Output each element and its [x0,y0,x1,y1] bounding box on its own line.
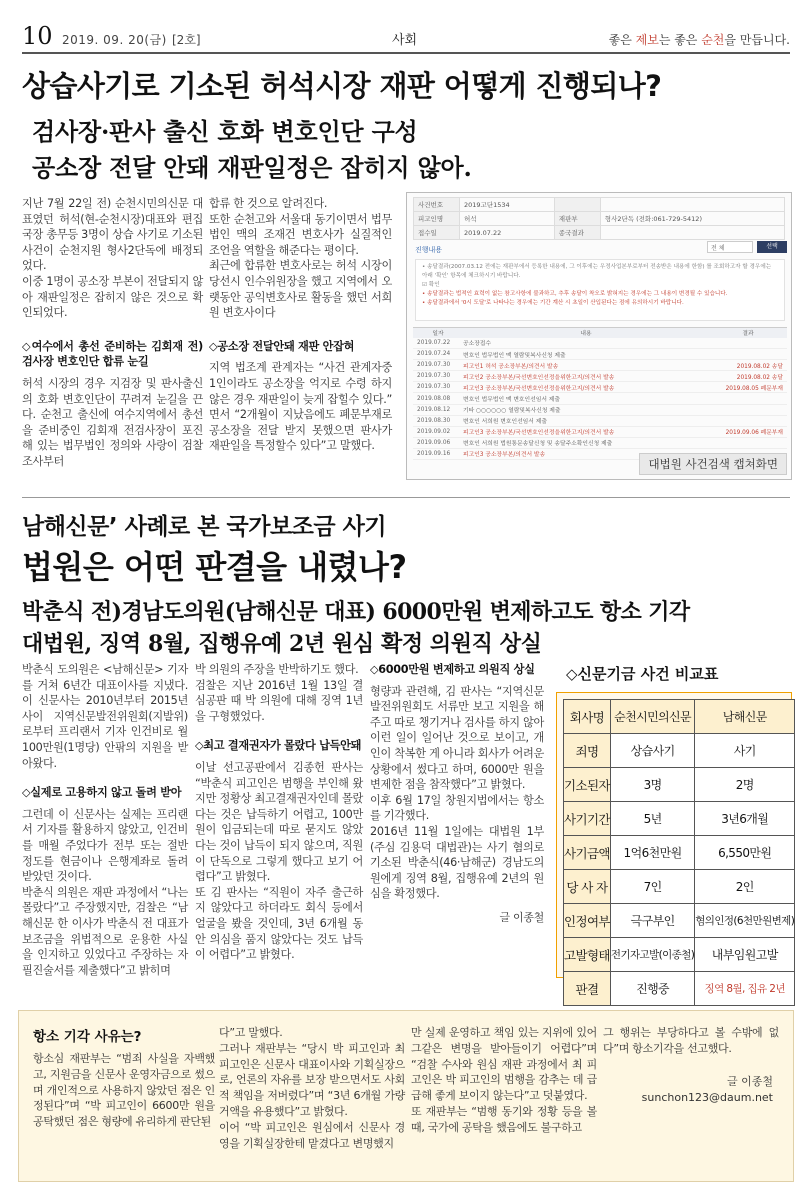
appeal-column-4: 그 행위는 부당하다고 볼 수밖에 없다”며 항소기각을 선고했다. [603,1026,779,1055]
paragraph: 지난 7월 22일 전) 순천시민의신문 대표였던 허석(현-순천시장)대표와 편집국장 총무등 3명이 상습 사기로 기소된 사건이 순천지원 형사2단독에 배정되었다. [22,197,203,273]
comparison-row [564,768,795,802]
progress-row [413,404,787,415]
slogan-highlight: 순천 [701,33,725,47]
progress-row [413,360,787,371]
progress-result [709,415,787,426]
progress-content: 피고인3 공소장부본/국선변호인선정을위한고지/의견서 발송 [463,426,709,437]
figure-caption: 대법원 사건검색 캡쳐화면 [639,453,787,475]
comparison-cell-namhae: 2명 [695,768,795,802]
progress-content: 피고인2 공소장부본/국선변호인선정을위한고지/의견서 발송 [463,371,709,382]
paragraph: 지역 법조계 관계자는 “사건 관계자중 1인이라도 공소장을 억지로 수령 하지 않은 경우 재판일이 늦게 잡힐수 있다.” 면서 “2개월이 지났음에도 폐문부재로 공소장을 전달 받지 못했으면 판사가 재판일을 특정할수 있다”고 말했다. [209,361,392,453]
progress-date: 2019.08.12 [413,404,463,415]
case-info-table [413,197,785,240]
comparison-cell-sunchon: 전기자고발(이종철) [610,938,694,972]
notice-line: • 송달결과(2007.03.12 전에는 재판부에서 등록한 내용에, 그 이후에는 우정사업본부로부터 전송받은 내용에 한함) 를 조회하고자 할 경우에는 아래 '확인' 항목에 체크하시기 바랍니다. [422,264,772,279]
comparison-row [564,938,795,972]
paragraph: 합류 한 것으로 알려진다. [209,197,328,210]
comparison-cell-namhae: 2인 [695,870,795,904]
progress-content: 변호인 법무법인 맥 변호인선임서 제출 [463,393,709,404]
comparison-cell-sunchon: 3명 [610,768,694,802]
progress-date: 2019.08.30 [413,415,463,426]
progress-row [413,393,787,404]
info-value: 형사2단독 (전화:061-729-5412) [600,212,784,226]
article2-kicker: 남해신문’ 사례로 본 국가보조금 사기 [22,514,387,540]
paragraph: 이날 선고공판에서 김종헌 판사는 “박춘식 피고인은 범행을 부인해 왔지만 정황상 최고결재권자인데 몰랐다는 것은 납득하기 어렵고, 100만원이 입금되는데 따로 묻지도 않았다는 것이 납득이 되지 않으며, 직원이 단독으로 그렇게 했다고 보기 어렵다”고 밝혔다. [195,760,363,884]
notice-line: ☑ 확인 [422,282,440,288]
progress-row [413,426,787,437]
paragraph: 허석 시장의 경우 지검장 및 판사출신의 호화 변호인단이 꾸려져 눈길을 끈다. 순천고 출신에 여수지역에서 총선을 준비중인 김회재 전검사장이 포진해 있는 법무법인 정의와 사랑이 검찰 조사부터 [22,376,203,468]
comparison-cell-namhae: 3년6개월 [695,802,795,836]
info-key [554,198,600,212]
progress-content: 피고인3 공소장부본/국선변호인선정을위한고지/의견서 발송 [463,382,709,393]
comparison-row [564,802,795,836]
progress-tab-title: 진행내용 [415,246,443,254]
comparison-cell-sunchon: 7인 [610,870,694,904]
paragraph: 2016년 11월 1일에는 대법원 1부(주심 김용덕 대법관)는 사기 혐의로 기소된 박춘식(46·남해군) 경남도의원에게 징역 8월, 집행유예 2년의 원심을 확정했다. [370,824,544,901]
info-key: 재판부 [554,212,600,226]
column-header: 결과 [709,328,787,338]
appeal-sidebar-box [18,1010,794,1182]
progress-date: 2019.08.08 [413,393,463,404]
progress-result: 2019.08.02 송달 [709,360,787,371]
article1-column-2 [209,196,392,454]
progress-row [413,437,787,448]
comparison-cell-sunchon: 1억6천만원 [610,836,694,870]
article2-column-2 [195,662,363,963]
comparison-row-label: 인정여부 [564,904,611,938]
issue-date: 2019. 09. 20(금) [62,33,167,47]
comparison-row-label: 기소된자 [564,768,611,802]
author-email: sunchon123@daum.net [641,1091,773,1104]
progress-content: 변호인 법무법인 맥 열람및복사신청 제출 [463,349,709,360]
paragraph: 박춘식 도의원은 <남해신문> 기자를 거쳐 6년간 대표이사를 지냈다. 이 신문사는 2010년부터 2015년 사이 지역신문발전위원회(지발위)로부터 프리랜서 기자 인건비로 월 100만원(1명당) 안팎의 지원을 받아왔다. [22,663,188,770]
comparison-row [564,972,795,1006]
subheading: ◇6000만원 변제하고 의원직 상실 [370,663,535,676]
select-button: 선택 [757,241,787,253]
table-header: 순천시민의신문 [610,700,694,734]
comparison-cell-namhae: 6,550만원 [695,836,795,870]
comparison-cell-namhae: 혐의인정(6천만원변제) [695,904,795,938]
comparison-row [564,836,795,870]
info-key: 피고인명 [414,212,460,226]
delivery-notice [415,259,785,321]
subheading: ◇여수에서 총선 준비하는 김회재 전)검사장 변호인단 합류 눈길 [22,339,203,369]
column-header: 내용 [463,328,709,338]
progress-content: 변호인 서희원 변호인선임서 제출 [463,415,709,426]
appeal-column-1: 항소심 재판부는 “범죄 사실을 자백했고, 지원금을 신문사 운영자금으로 썼으며 개인적으로 사용하지 않았던 점은 인정된다”며 “박 피고인이 6600만 원을 공탁했던 점은 형량에 유리하게 판단된 [33,1052,215,1129]
subheading: ◇실제로 고용하지 않고 돌려 받아 [22,786,182,800]
paragraph: 박 의원의 주장을 반박하기도 했다. [195,663,359,676]
paragraph: 최근에 합류한 변호사로는 허석 시장이 당선시 인수위원장을 했고 지역에서 오랫동안 공익변호사로 활동을 했던 서희원 변호사이다 [209,259,392,320]
progress-content: 피고인1 허석 공소장부본/의견서 발송 [463,360,709,371]
progress-content: 기타 ○○○○○○ 열람및복사신청 제출 [463,404,709,415]
notice-line: • 송달결과에서 '0시 도달'로 나타나는 경우에는 기간 계산 시 초일이 산입된다는 점에 유의하시기 바랍니다. [422,300,684,306]
comparison-cell-namhae: 사기 [695,734,795,768]
table-header: 회사명 [564,700,611,734]
progress-result: 2019.08.02 송달 [709,371,787,382]
case-progress-table [413,327,787,460]
info-value: 2019.07.22 [460,226,555,240]
article1-headline: 상습사기로 기소된 허석시장 재판 어떻게 진행되나? [22,69,662,103]
progress-date: 2019.07.30 [413,360,463,371]
info-key: 접수일 [414,226,460,240]
article2-subhead-1: 박춘식 전)경남도의원(남해신문 대표) 6000만원 변제하고도 항소 기각 [22,599,690,625]
comparison-table-title: ◇신문기금 사건 비교표 [566,665,719,683]
info-key: 사건번호 [414,198,460,212]
progress-date: 2019.09.02 [413,426,463,437]
paragraph: 검찰은 지난 2016년 1월 13일 결심공판 때 박 의원에 대해 징역 1년을 구형했었다. [195,678,363,723]
article2-subhead-2: 대법원, 징역 8월, 집행유예 2년 원심 확정 의원직 상실 [22,631,542,657]
progress-date: 2019.09.06 [413,437,463,448]
progress-row [413,349,787,360]
comparison-row-label: 사기기간 [564,802,611,836]
progress-result [709,338,787,349]
progress-date: 2019.09.16 [413,448,463,459]
progress-row [413,415,787,426]
filter-select: 전 체 [707,241,753,253]
comparison-row [564,904,795,938]
comparison-cell-sunchon: 상습사기 [610,734,694,768]
comparison-cell-sunchon: 5년 [610,802,694,836]
comparison-cell-namhae: 징역 8월, 집유 2년 [695,972,795,1006]
progress-content: 변호인 서희원 법원통문송달신청 및 송달주소확인신청 제출 [463,437,709,448]
paragraph: 또한 순천고와 서울대 동기이면서 법무법인 맥의 조재건 변호사가 실질적인 조언을 역할을 해준다는 평이다. [209,212,392,257]
appeal-title: 항소 기각 사유는? [33,1029,142,1045]
table-header: 남해신문 [695,700,795,734]
progress-result: 2019.08.05 폐문부재 [709,382,787,393]
info-value: 허석 [460,212,555,226]
progress-result [709,437,787,448]
progress-date: 2019.07.24 [413,349,463,360]
subheading: ◇최고 결재권자가 몰랐다 납득안돼 [195,739,362,753]
comparison-row-label: 당 사 자 [564,870,611,904]
progress-result: 2019.09.06 폐문부재 [709,426,787,437]
column-header: 일자 [413,328,463,338]
article2-column-1 [22,662,188,978]
article1-column-1 [22,196,203,470]
progress-row [413,338,787,349]
paragraph: 그런데 이 신문사는 실제는 프리랜서 기자를 활용하지 않았고, 인건비를 매월 주었다가 전부 또는 절반 정도를 현금이나 은행계좌로 돌려받았던 것이다. [22,807,188,884]
comparison-cell-namhae: 내부임원고발 [695,938,795,972]
slogan-highlight: 제보 [635,33,659,47]
comparison-row [564,870,795,904]
issue-number: [2호] [172,33,201,47]
progress-row [413,382,787,393]
masthead-slogan [609,31,790,48]
comparison-table-box [556,692,795,997]
byline: 글 이종철 [726,1075,773,1088]
comparison-table [563,699,795,1006]
slogan-part: 을 만듭니다. [724,33,790,47]
comparison-row-label: 사기금액 [564,836,611,870]
slogan-part: 는 좋은 [658,33,702,47]
section-name: 사회 [392,33,418,48]
paragraph: 이후 6월 17일 창원지법에서는 항소를 기각했다. [370,793,544,823]
comparison-row-label: 판결 [564,972,611,1006]
progress-date: 2019.07.30 [413,382,463,393]
subheading: ◇공소장 전달안돼 재판 안잡혀 [209,339,355,353]
header-divider [22,52,790,54]
comparison-row-label: 고발형태 [564,938,611,972]
info-value [600,198,784,212]
comparison-cell-sunchon: 진행중 [610,972,694,1006]
article1-subhead-1: 검사장·판사 출신 호화 변호인단 구성 [32,117,418,146]
info-value [600,226,784,240]
progress-content: 공소장접수 [463,338,709,349]
comparison-row [564,734,795,768]
article2-column-3 [370,662,544,926]
appeal-column-3: 만 실제 운영하고 책임 있는 지위에 있어 그같은 변명을 받아들이기 어렵다”며 “검찰 수사와 원심 재판 과정에서 최 피고인은 박 피고인의 범행을 감추는 데 급급해 좋게 보이지 않는다”고 덧붙였다. 또 재판부는 “범행 동기와 정황 등을 볼 때, 국가에 공탁을 했음에도 불구하고 [411,1026,597,1134]
comparison-cell-sunchon: 극구부인 [610,904,694,938]
section-divider [22,497,790,498]
progress-row [413,371,787,382]
paragraph: 박춘식 의원은 재판 과정에서 “나는 몰랐다”고 주장했지만, 검찰은 “남해신문 한 이사가 박춘식 전 대표가 보조금을 위법적으로 운용한 사실을 인지하고 있었다고 주장하는 자필진술서를 제출했다”고 밝히며 [22,885,188,977]
court-case-screenshot [406,192,792,480]
progress-date: 2019.07.22 [413,338,463,349]
info-value: 2019고단1534 [460,198,555,212]
comparison-row-label: 죄명 [564,734,611,768]
progress-date: 2019.07.30 [413,371,463,382]
byline: 글 이종철 [499,910,544,924]
progress-result [709,404,787,415]
article1-subhead-2: 공소장 전달 안돼 재판일정은 잡히지 않아. [32,153,472,182]
slogan-part: 좋은 [608,33,636,47]
paragraph: 형량과 관련해, 김 판사는 “지역신문발전위원회도 서류만 보고 지원을 해주고 따로 챙기거나 검사를 하지 않아 이런 일이 일어난 것으로 보이고, 개인이 착복한 게 아니라 회사가 어려운 상황에서 썼다고 하며, 6000만 원을 변제한 점을 참작했다”고 밝혔다. [370,684,544,792]
progress-result [709,349,787,360]
paragraph: 또 김 판사는 “직원이 자주 출근하지 않았다고 하더라도 회식 등에서 얼굴을 봤을 것인데, 3년 6개월 동안 의심을 품지 않았다는 것도 납득이 어렵다”고 밝혔다. [195,885,363,962]
progress-result [709,393,787,404]
info-key: 종국결과 [554,226,600,240]
page-number: 10 [22,22,53,50]
article2-headline: 법원은 어떤 판결을 내렸나? [22,548,407,586]
notice-line: • 송달결과는 법적인 효력이 없는 참고사항에 불과하고, 추후 송달이 착오로 밝혀지는 경우에는 그 내용이 변경될 수 있습니다. [422,291,728,297]
paragraph: 이중 1명이 공소장 부본이 전달되지 않아 재판일정은 잡히지 않은 것으로 확인되었다. [22,274,203,320]
progress-content: 피고인3 공소장부본/의견서 발송 [463,448,709,459]
appeal-column-2: 다”고 말했다. 그러나 재판부는 “당시 박 피고인과 최 피고인은 신문사 대표이사와 기획실장으로, 언론의 자유를 보장 받으면서도 사회적 책임을 저버렸다”며 “3년 6개월 가량 거액을 유용했다”고 밝혔다. 이어 “박 피고인은 원심에서 신문사 경영을 기획실장한테 맡겼다고 변명했지 [219,1026,405,1150]
